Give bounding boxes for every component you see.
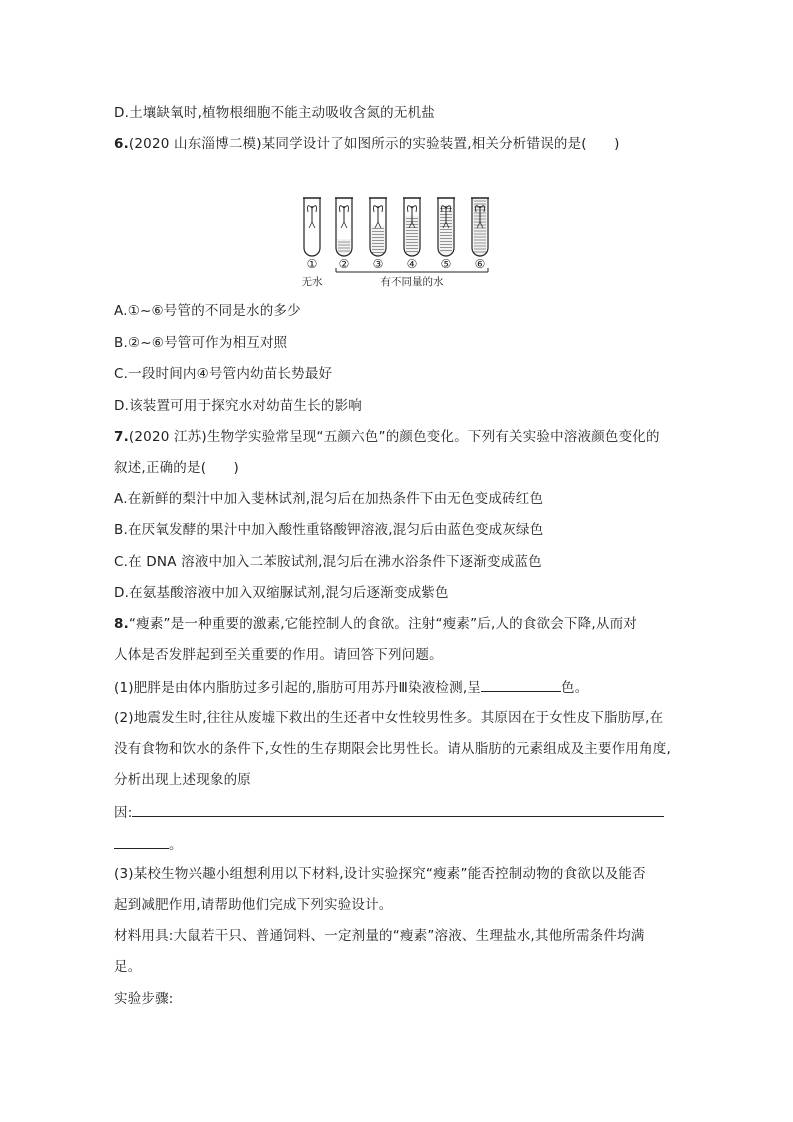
q5-option-d: D.土壤缺氧时,植物根细胞不能主动吸收含氮的无机盐 [114, 105, 435, 121]
tube-number-label: ① [306, 257, 318, 271]
varied-water-label: 有不同量的水 [380, 276, 444, 288]
q8-steps-label: 实验步骤: [114, 991, 174, 1007]
q6-option-c: C.一段时间内④号管内幼苗长势最好 [114, 366, 333, 382]
answer-blank[interactable] [132, 802, 664, 817]
tube-number-label: ② [338, 257, 350, 271]
q8-part1-text: (1)肥胖是由体内脂肪过多引起的,脂肪可用苏丹Ⅲ染液检测,呈 [114, 680, 482, 696]
question-text: (2020 江苏)生物学实验常呈现“五颜六色”的颜色变化。下列有关实验中溶液颜色变化的 [128, 429, 660, 445]
q8-part2-line2: 没有食物和饮水的条件下,女性的生存期限会比男性长。请从脂肪的元素组成及主要作用角度, [114, 741, 671, 757]
q8-part2-end: 。 [169, 837, 183, 853]
question-8-stem-line1 [114, 615, 637, 633]
q8-part1-suffix: 色。 [561, 680, 589, 696]
q8-part2-reason-label: 因: [114, 805, 133, 821]
q7-option-c: C.在 DNA 溶液中加入二苯胺试剂,混匀后在沸水浴条件下逐渐变成蓝色 [114, 554, 542, 570]
tube-water [337, 239, 351, 255]
q8-part2-line3: 分析出现上述现象的原 [114, 772, 251, 788]
q6-option-b: B.②~⑥号管可作为相互对照 [114, 335, 288, 351]
tube-number-label: ③ [372, 257, 384, 271]
q8-part3-line1: (3)某校生物兴趣小组想利用以下材料,设计实验探究“瘦素”能否控制动物的食欲以及能否 [114, 866, 646, 882]
test-tube-figure [296, 192, 496, 288]
q8-materials-line1: 材料用具:大鼠若干只、普通饲料、一定剂量的“瘦素”溶液、生理盐水,其他所需条件均满 [114, 928, 645, 944]
test-tubes-diagram [296, 192, 496, 288]
question-text: (2020 山东淄博二模)某同学设计了如图所示的实验装置,相关分析错误的是( ) [128, 136, 620, 152]
q7-option-d: D.在氨基酸溶液中加入双缩脲试剂,混匀后逐渐变成紫色 [114, 585, 449, 601]
q6-option-d: D.该装置可用于探究水对幼苗生长的影响 [114, 398, 362, 414]
seedling-leaf [308, 206, 313, 212]
seedling-leaf [378, 206, 383, 212]
question-number: 7. [114, 429, 129, 445]
question-8-stem-line2: 人体是否发胖起到至关重要的作用。请回答下列问题。 [114, 647, 443, 663]
no-water-label: 无水 [301, 276, 323, 288]
q8-part3-line2: 起到减肥作用,请帮助他们完成下列实验设计。 [114, 897, 393, 913]
q7-option-a: A.在新鲜的梨汁中加入斐林试剂,混匀后在加热条件下由无色变成砖红色 [114, 491, 544, 507]
q8-materials-line2: 足。 [114, 959, 142, 975]
question-text: “瘦素”是一种重要的激素,它能控制人的食欲。注射“瘦素”后,人的食欲会下降,从而对 [128, 616, 637, 632]
seedling-leaf [312, 206, 317, 212]
q6-option-a: A.①~⑥号管的不同是水的多少 [114, 303, 301, 319]
q8-part2-line4 [114, 802, 664, 822]
question-7-stem-line1 [114, 428, 660, 446]
tube-number-label: ⑥ [474, 257, 486, 271]
seedling-root [341, 222, 344, 228]
seedling-leaf [374, 206, 379, 212]
question-6-stem [114, 135, 620, 153]
tube-number-label: ④ [406, 257, 418, 271]
seedling-root [344, 222, 347, 228]
tube-number-label: ⑤ [440, 257, 452, 271]
answer-blank[interactable] [114, 834, 169, 849]
answer-blank[interactable] [481, 677, 561, 692]
question-7-stem-line2: 叙述,正确的是( ) [114, 460, 240, 476]
question-number: 8. [114, 616, 129, 632]
seedling-root [309, 222, 312, 228]
seedling-leaf [344, 206, 349, 212]
question-number: 6. [114, 136, 129, 152]
seedling-leaf [340, 206, 345, 212]
q8-part2-line1: (2)地震发生时,往往从废墟下救出的生还者中女性较男性多。其原因在于女性皮下脂肪厚,在 [114, 710, 664, 726]
q8-part2-line5 [114, 834, 183, 854]
q8-part1 [114, 677, 588, 697]
q7-option-b: B.在厌氧发酵的果汁中加入酸性重铬酸钾溶液,混匀后由蓝色变成灰绿色 [114, 522, 544, 538]
seedling-leaf [408, 206, 413, 212]
seedling-root [312, 222, 315, 228]
seedling-leaf [412, 206, 417, 212]
